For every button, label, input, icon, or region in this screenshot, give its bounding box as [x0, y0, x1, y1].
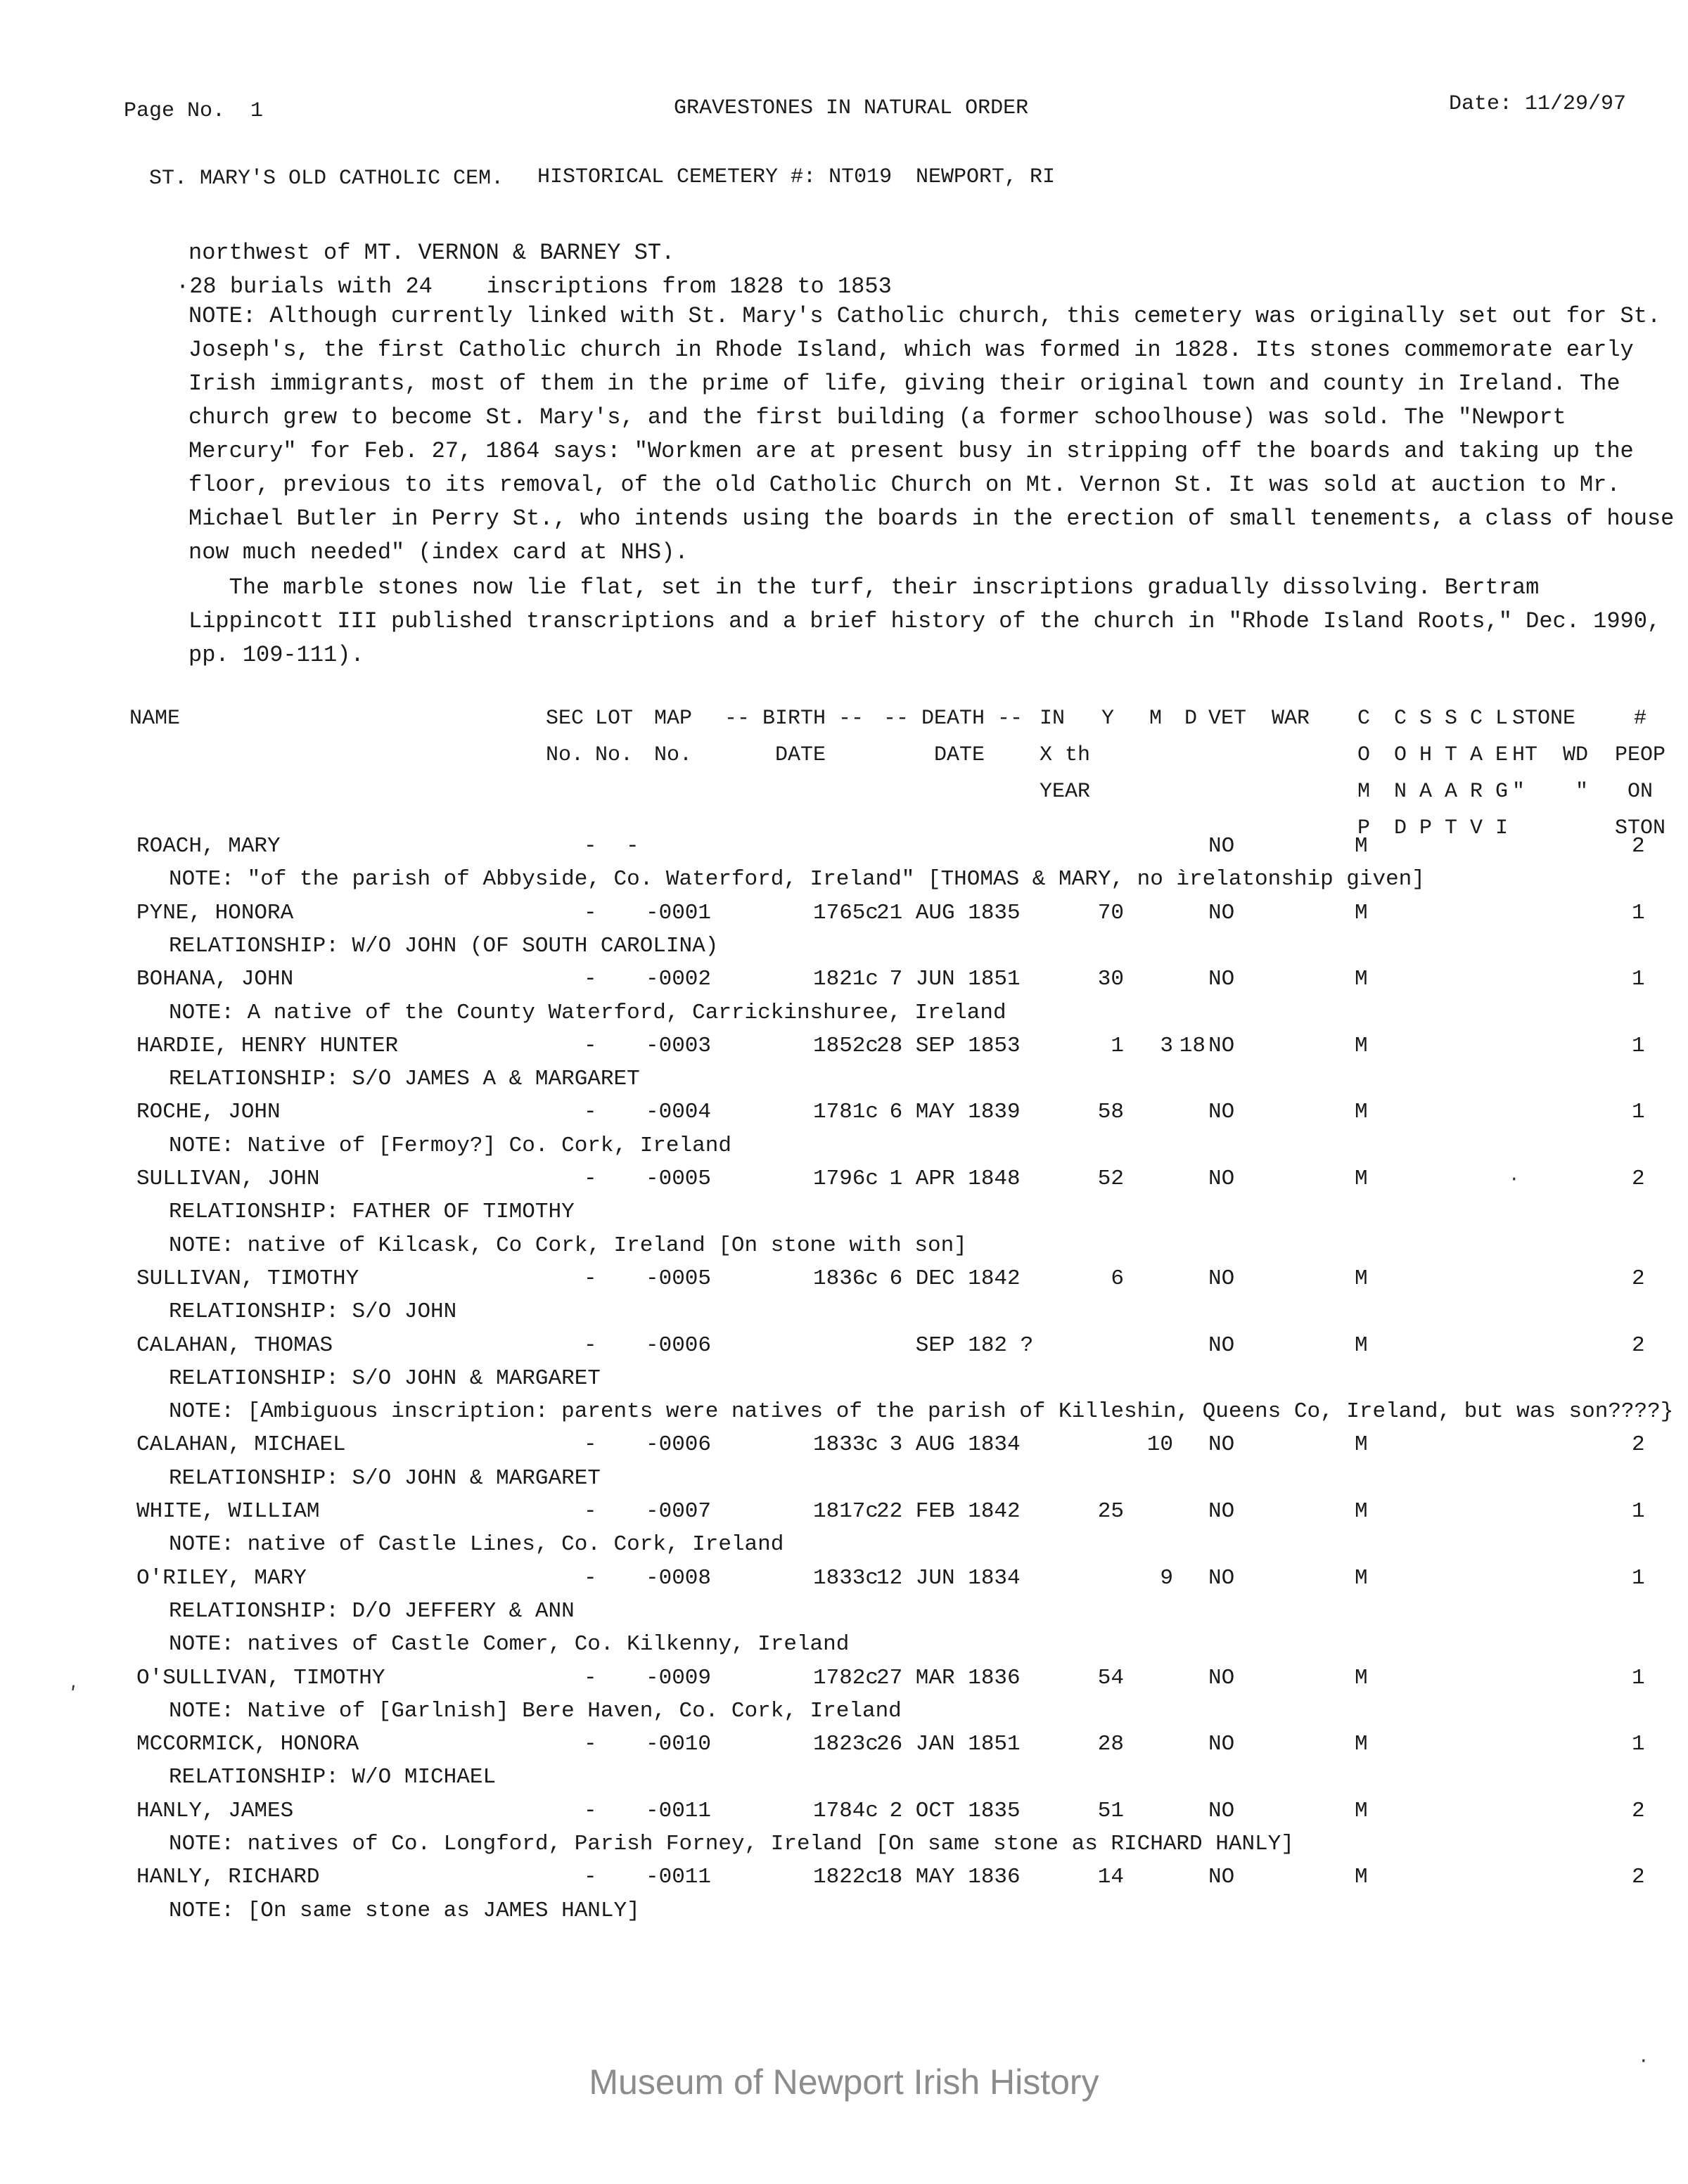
person-name: SULLIVAN, TIMOTHY [136, 1266, 359, 1291]
note-text: NOTE: natives of Castle Comer, Co. Kilkenny, Ireland [169, 1632, 850, 1657]
veteran-status: NO [1208, 1865, 1235, 1889]
birth-date: 1822c [813, 1865, 879, 1889]
narrative-line: Mercury" for Feb. 27, 1864 says: "Workmen are at present busy in stripping off the boards and taking up the [188, 438, 1634, 464]
map-number: -0002 [646, 967, 712, 991]
veteran-status: NO [1208, 901, 1235, 925]
document-date: Date: 11/29/97 [1449, 92, 1627, 116]
map-number: -0003 [646, 1034, 712, 1058]
stone-composition: M [1355, 1432, 1368, 1457]
section-number: - [584, 1167, 597, 1191]
stone-composition: M [1355, 1499, 1368, 1524]
map-number: -0008 [646, 1566, 712, 1591]
birth-date: 1784c [813, 1799, 879, 1823]
stone-composition: M [1355, 1333, 1368, 1358]
age-years: 54 [1097, 1666, 1124, 1690]
col-stone: STONE HT WD " " [1512, 707, 1589, 804]
note-text: RELATIONSHIP: W/O JOHN (OF SOUTH CAROLINA) [169, 934, 719, 958]
person-name: O'SULLIVAN, TIMOTHY [136, 1666, 385, 1690]
map-number: -0006 [646, 1333, 712, 1358]
birth-date: 1781c [813, 1100, 879, 1124]
narrative-line: Lippincott III published transcriptions and a brief history of the church in "Rhode Island Roots," Dec. 1990, [188, 608, 1661, 634]
col-months: M [1149, 707, 1163, 731]
age-months: 9 [1160, 1566, 1173, 1591]
section-number: - [584, 834, 597, 859]
people-on-stone: 1 [1632, 967, 1645, 991]
narrative-line: Irish immigrants, most of them in the prime of life, giving their original town and county in Ireland. The [188, 371, 1620, 397]
veteran-status: NO [1208, 1100, 1235, 1124]
people-on-stone: 1 [1632, 1034, 1645, 1058]
page-number: Page No. 1 [124, 99, 264, 123]
birth-date: 1836c [813, 1266, 879, 1291]
note-text: NOTE: natives of Co. Longford, Parish Forney, Ireland [On same stone as RICHARD HANLY] [169, 1832, 1294, 1856]
col-name: NAME [129, 707, 181, 731]
veteran-status: NO [1208, 1666, 1235, 1690]
map-number: -0005 [646, 1266, 712, 1291]
note-text: RELATIONSHIP: D/O JEFFERY & ANN [169, 1599, 575, 1624]
person-name: BOHANA, JOHN [136, 967, 294, 991]
section-number: - [584, 1333, 597, 1358]
note-text: NOTE: A native of the County Waterford, Carrickinshuree, Ireland [169, 1001, 1006, 1025]
age-years: 58 [1097, 1100, 1124, 1124]
stone-composition: M [1355, 1799, 1368, 1823]
stone-composition: M [1355, 1732, 1368, 1756]
map-number: -0005 [646, 1167, 712, 1191]
people-on-stone: 2 [1632, 1266, 1645, 1291]
stone-composition: M [1355, 1266, 1368, 1291]
birth-date: 1852c [813, 1034, 879, 1058]
note-text: NOTE: Native of [Fermoy?] Co. Cork, Ireland [169, 1133, 731, 1158]
age-years: 14 [1097, 1865, 1124, 1889]
death-date: 3 AUG 1834 [876, 1432, 1021, 1457]
note-text: NOTE: native of Kilcask, Co Cork, Ireland [On stone with son] [169, 1233, 967, 1258]
col-years: Y [1101, 707, 1115, 731]
age-years: 51 [1097, 1799, 1124, 1823]
people-on-stone: 2 [1632, 1865, 1645, 1889]
col-vet: VET [1208, 707, 1247, 731]
people-on-stone: 1 [1632, 1666, 1645, 1690]
section-number: - [584, 1100, 597, 1124]
age-years: 1 [1111, 1034, 1124, 1058]
veteran-status: NO [1208, 1732, 1235, 1756]
stone-composition: M [1355, 1167, 1368, 1191]
veteran-status: NO [1208, 1034, 1235, 1058]
narrative-line: northwest of MT. VERNON & BARNEY ST. [188, 240, 675, 266]
note-text: RELATIONSHIP: S/O JOHN & MARGARET [169, 1366, 601, 1391]
age-years: 30 [1097, 967, 1124, 991]
death-date: SEP 182 ? [876, 1333, 1034, 1358]
person-name: ROCHE, JOHN [136, 1100, 281, 1124]
death-date: 2 OCT 1835 [876, 1799, 1021, 1823]
veteran-status: NO [1208, 1432, 1235, 1457]
narrative-line: now much needed" (index card at NHS). [188, 539, 689, 565]
narrative-line: Joseph's, the first Catholic church in Rhode Island, which was formed in 1828. Its stones commemorate early [188, 337, 1634, 363]
section-number: - [584, 1266, 597, 1291]
person-name: WHITE, WILLIAM [136, 1499, 320, 1524]
map-number: -0010 [646, 1732, 712, 1756]
col-war: WAR [1272, 707, 1310, 731]
note-text: NOTE: native of Castle Lines, Co. Cork, Ireland [169, 1532, 784, 1557]
age-months: 3 [1160, 1034, 1173, 1058]
margin-dot-mark: · [1511, 1167, 1518, 1192]
veteran-status: NO [1208, 1566, 1235, 1591]
margin-tick-mark: ʹ [70, 1683, 77, 1708]
note-text: NOTE: Native of [Garlnish] Bere Haven, Co. Cork, Ireland [169, 1699, 902, 1723]
section-number: - [584, 1865, 597, 1889]
birth-date: 1833c [813, 1432, 879, 1457]
narrative-line: ·28 burials with 24 inscriptions from 1828 to 1853 [176, 274, 892, 300]
section-number: - [584, 1432, 597, 1457]
birth-date: 1833c [813, 1566, 879, 1591]
veteran-status: NO [1208, 967, 1235, 991]
stone-composition: M [1355, 1100, 1368, 1124]
stone-composition: M [1355, 1666, 1368, 1690]
narrative-line: pp. 109-111). [188, 642, 364, 668]
person-name: HARDIE, HENRY HUNTER [136, 1034, 399, 1058]
people-on-stone: 2 [1632, 1799, 1645, 1823]
people-on-stone: 1 [1632, 901, 1645, 925]
veteran-status: NO [1208, 1266, 1235, 1291]
note-text: NOTE: "of the parish of Abbyside, Co. Waterford, Ireland" [THOMAS & MARY, no ìrelatonship given] [169, 867, 1425, 892]
death-date: 26 JAN 1851 [876, 1732, 1021, 1756]
note-text: NOTE: [On same stone as JAMES HANLY] [169, 1899, 640, 1923]
map-number: -0001 [646, 901, 712, 925]
narrative-line: church grew to become St. Mary's, and the first building (a former schoolhouse) was sold. The "Newport [188, 404, 1566, 430]
people-on-stone: 2 [1632, 1333, 1645, 1358]
note-text: NOTE: [Ambiguous inscription: parents were natives of the parish of Killeshin, Queens Co, Ireland, but was son????} [169, 1399, 1674, 1424]
stone-composition: M [1355, 1566, 1368, 1591]
death-date: 6 MAY 1839 [876, 1100, 1021, 1124]
birth-date: 1765c [813, 901, 879, 925]
col-days: D [1184, 707, 1198, 731]
death-date: 7 JUN 1851 [876, 967, 1021, 991]
narrative-line: The marble stones now lie flat, set in the turf, their inscriptions gradually dissolving. Bertram [188, 574, 1540, 600]
birth-date: 1782c [813, 1666, 879, 1690]
section-number: - [584, 901, 597, 925]
col-people-on-stone: # PEOP ON STON [1615, 707, 1666, 840]
col-in-year: IN X th YEAR [1040, 707, 1091, 804]
section-number: - [584, 1666, 597, 1690]
map-number: -0006 [646, 1432, 712, 1457]
veteran-status: NO [1208, 1333, 1235, 1358]
note-text: RELATIONSHIP: S/O JOHN [169, 1299, 457, 1324]
age-years: 70 [1097, 901, 1124, 925]
people-on-stone: 2 [1632, 834, 1645, 859]
map-number: -0007 [646, 1499, 712, 1524]
person-name: PYNE, HONORA [136, 901, 294, 925]
col-map: MAP No. [654, 707, 693, 767]
person-name: CALAHAN, THOMAS [136, 1333, 333, 1358]
age-years: 25 [1097, 1499, 1124, 1524]
veteran-status: NO [1208, 1167, 1235, 1191]
death-date: 21 AUG 1835 [876, 901, 1021, 925]
stone-composition: M [1355, 1034, 1368, 1058]
col-sec: SEC No. [546, 707, 584, 767]
person-name: HANLY, JAMES [136, 1799, 294, 1823]
col-flags: C S S C L O H T A E N A A R G D P T V I [1394, 707, 1509, 840]
col-comp: C O M P [1357, 707, 1371, 840]
section-number: - [584, 1799, 597, 1823]
col-death: -- DEATH -- DATE [883, 707, 1023, 767]
veteran-status: NO [1208, 1499, 1235, 1524]
person-name: MCCORMICK, HONORA [136, 1732, 359, 1756]
person-name: O'RILEY, MARY [136, 1566, 307, 1591]
birth-date: 1817c [813, 1499, 879, 1524]
section-number: - [584, 1499, 597, 1524]
watermark: Museum of Newport Irish History [589, 2062, 1099, 2102]
col-birth: -- BIRTH -- DATE [724, 707, 864, 767]
section-number: - [584, 1732, 597, 1756]
map-number: -0011 [646, 1799, 712, 1823]
people-on-stone: 1 [1632, 1566, 1645, 1591]
note-text: RELATIONSHIP: FATHER OF TIMOTHY [169, 1200, 575, 1224]
veteran-status: NO [1208, 1799, 1235, 1823]
cemetery-location: NEWPORT, RI [916, 165, 1056, 189]
age-years: 6 [1111, 1266, 1124, 1291]
death-date: 28 SEP 1853 [876, 1034, 1021, 1058]
person-name: SULLIVAN, JOHN [136, 1167, 320, 1191]
note-text: RELATIONSHIP: S/O JAMES A & MARGARET [169, 1067, 640, 1091]
death-date: 1 APR 1848 [876, 1167, 1021, 1191]
people-on-stone: 1 [1632, 1732, 1645, 1756]
death-date: 12 JUN 1834 [876, 1566, 1021, 1591]
col-lot: LOT No. [595, 707, 634, 767]
person-name: CALAHAN, MICHAEL [136, 1432, 346, 1457]
people-on-stone: 2 [1632, 1167, 1645, 1191]
map-number: -0009 [646, 1666, 712, 1690]
death-date: 27 MAR 1836 [876, 1666, 1021, 1690]
section-number: - [584, 967, 597, 991]
birth-date: 1823c [813, 1732, 879, 1756]
people-on-stone: 1 [1632, 1100, 1645, 1124]
map-number: -0011 [646, 1865, 712, 1889]
map-number: -0004 [646, 1100, 712, 1124]
people-on-stone: 2 [1632, 1432, 1645, 1457]
lot-number: - [626, 834, 639, 859]
narrative-line: floor, previous to its removal, of the old Catholic Church on Mt. Vernon St. It was sold at auction to Mr. [188, 472, 1620, 498]
birth-date: 1796c [813, 1167, 879, 1191]
age-days: 18 [1179, 1034, 1206, 1058]
note-text: RELATIONSHIP: S/O JOHN & MARGARET [169, 1466, 601, 1491]
death-date: 6 DEC 1842 [876, 1266, 1021, 1291]
stone-composition: M [1355, 901, 1368, 925]
stone-composition: M [1355, 967, 1368, 991]
age-years: 52 [1097, 1167, 1124, 1191]
document-title: GRAVESTONES IN NATURAL ORDER [674, 96, 1029, 120]
narrative-line: Michael Butler in Perry St., who intends using the boards in the erection of small tenements, a class of house [188, 506, 1675, 532]
person-name: HANLY, RICHARD [136, 1865, 320, 1889]
stone-composition: M [1355, 834, 1368, 859]
death-date: 18 MAY 1836 [876, 1865, 1021, 1889]
cemetery-name: ST. MARY'S OLD CATHOLIC CEM. [149, 167, 504, 191]
birth-date: 1821c [813, 967, 879, 991]
narrative-line: NOTE: Although currently linked with St. Mary's Catholic church, this cemetery was originally set out for St. [188, 303, 1661, 329]
note-text: RELATIONSHIP: W/O MICHAEL [169, 1765, 497, 1790]
death-date: 22 FEB 1842 [876, 1499, 1021, 1524]
historical-cemetery-number: HISTORICAL CEMETERY #: NT019 [537, 165, 893, 189]
veteran-status: NO [1208, 834, 1235, 859]
margin-dot-mark: · [1640, 2049, 1647, 2074]
people-on-stone: 1 [1632, 1499, 1645, 1524]
section-number: - [584, 1566, 597, 1591]
age-years: 28 [1097, 1732, 1124, 1756]
age-months: 10 [1146, 1432, 1173, 1457]
section-number: - [584, 1034, 597, 1058]
stone-composition: M [1355, 1865, 1368, 1889]
person-name: ROACH, MARY [136, 834, 281, 859]
